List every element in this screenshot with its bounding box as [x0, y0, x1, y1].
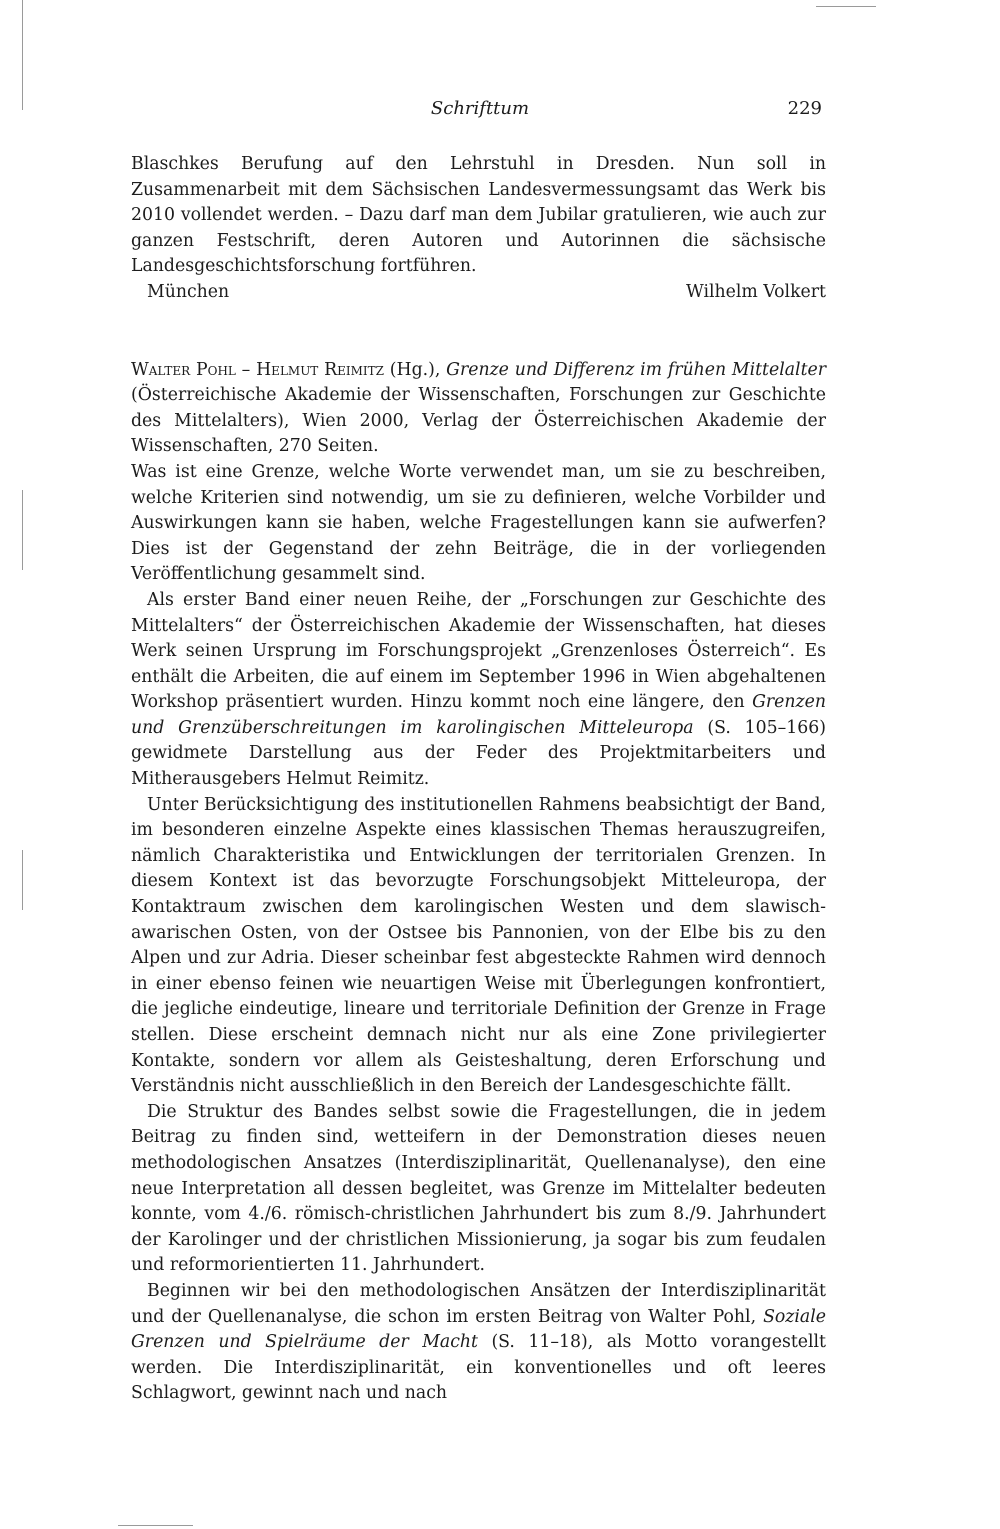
editor-name: Walter Pohl — [131, 359, 236, 380]
editor-role: (Hg.), — [383, 359, 447, 380]
body-paragraph — [131, 588, 826, 793]
paragraph-text: Als erster Band einer neuen Reihe, der „Forschungen zur Geschichte des Mittelalters“ der Österreichischen Akademie der Wissenschaften, hat dieses Werk seinen Ursprung im Forschungsprojekt „Grenzenloses Österreich“. Es enthält die Arbeiten, die auf einem im September 1996 in Wien abgehaltenen Workshop präsentiert wurden. Hinzu kommt noch eine längere, den — [131, 589, 826, 713]
body-paragraph — [131, 1279, 826, 1407]
review-citation — [131, 358, 826, 460]
scan-edge-mark — [118, 1525, 193, 1526]
review-place: München — [147, 281, 230, 302]
scan-edge-mark — [22, 0, 23, 110]
paragraph-text: (S. 105–166) gewidmete Darstellung aus der Feder des Projektmitarbeiters und Mitherausgebers Helmut Reimitz. — [131, 717, 826, 790]
paragraph-text: (S. 11–18), als Motto vorangestellt werden. Die Interdisziplinarität, ein konventionelles und oft leeres Schlagwort, gewinnt nach und nach — [131, 1332, 826, 1404]
reviewer-name: Wilhelm Volkert — [685, 281, 826, 302]
scan-edge-mark — [816, 6, 876, 7]
scan-edge-mark — [22, 490, 23, 570]
page-number: 229 — [787, 98, 822, 119]
body-paragraph: Unter Berücksichtigung des institutionellen Rahmens beabsichtigt der Band, im besonderen einzelne Aspekte eines klassischen Themas herauszugreifen, nämlich Charakteristika und Entwicklungen der territorialen Grenzen. In diesem Kontext ist das bevorzugte Forschungsobjekt Mitteleuropa, der Kontaktraum zwischen dem karolingischen Westen und dem slawisch-awarischen Osten, von der Ostsee bis Pannonien, von der Elbe bis zu den Alpen und zur Adria. Dieser scheinbar fest abgesteckte Rahmen wird dennoch in einer ebenso feinen wie neuartigen Weise mit Überlegungen konfrontiert, die jegliche eindeutige, lineare und territoriale Definition der Grenze in Frage stellen. Diese erscheint demnach nicht nur als eine Zone privilegierter Kontakte, sondern vor allem als Geisteshaltung, deren Erforschung und Verständnis nicht ausschließlich in den Bereich der Landesgeschichte fällt. — [131, 794, 826, 1097]
body-paragraph: Was ist eine Grenze, welche Worte verwendet man, um sie zu beschreiben, welche Kriterien sind notwendig, um sie zu definieren, welche Vorbilder und Auswirkungen kann sie haben, welche Fragestellungen kann sie aufwerfen? Dies ist der Gegenstand der zehn Beiträge, die in der vorliegenden Veröffentlichung gesammelt sind. — [131, 461, 826, 585]
cited-title: Grenzen und Grenzüberschreitungen im karolingischen Mitteleuropa — [131, 692, 826, 738]
cited-title: Soziale Grenzen und Spielräume der Macht — [131, 1306, 826, 1353]
page-body — [131, 152, 826, 1407]
body-paragraph: Die Struktur des Bandes selbst sowie die Fragestellungen, die in jedem Beitrag zu finden sind, wetteifern in der Demonstration dieses neuen methodologischen Ansatzes (Interdisziplinarität, Quellenanalyse), den eine neue Interpretation all dessen begleitet, was Grenze im Mittelalter bedeuten konnte, vom 4./6. römisch-christlichen Jahrhundert bis zum 8./9. Jahrhundert der Karolinger und der christlichen Missionierung, ja sogar bis zum feudalen und reformorientierten 11. Jahrhundert. — [131, 1101, 826, 1276]
section-gap — [131, 306, 826, 358]
review-continuation: Blaschkes Berufung auf den Lehrstuhl in Dresden. Nun soll in Zusammenarbeit mit dem Sächsischen Landesvermessungsamt das Werk bis 2010 vollendet werden. – Dazu darf man dem Jubilar gratulieren, wie auch zur ganzen Festschrift, deren Autoren und Autorinnen die sächsische Landesgeschichtsforschung fortführen. — [131, 154, 826, 277]
editor-name: Helmut Reimitz — [256, 359, 384, 380]
paragraph-text: Beginnen wir bei den methodologischen Ansätzen der Interdisziplinarität und der Quellenanalyse, die schon im ersten Beitrag von Walter Pohl, — [131, 1280, 826, 1327]
citation-dash: – — [235, 359, 257, 380]
running-header-title: Schrifttum — [430, 98, 530, 119]
review-signature — [131, 280, 826, 306]
book-title: Grenze und Differenz im frühen Mittelalter — [446, 359, 827, 380]
publication-details: (Österreichische Akademie der Wissenschaften, Forschungen zur Geschichte des Mittelalters), Wien 2000, Verlag der Österreichischen Akademie der Wissenschaften, 270 Seiten. — [131, 385, 826, 457]
scan-edge-mark — [22, 850, 23, 910]
